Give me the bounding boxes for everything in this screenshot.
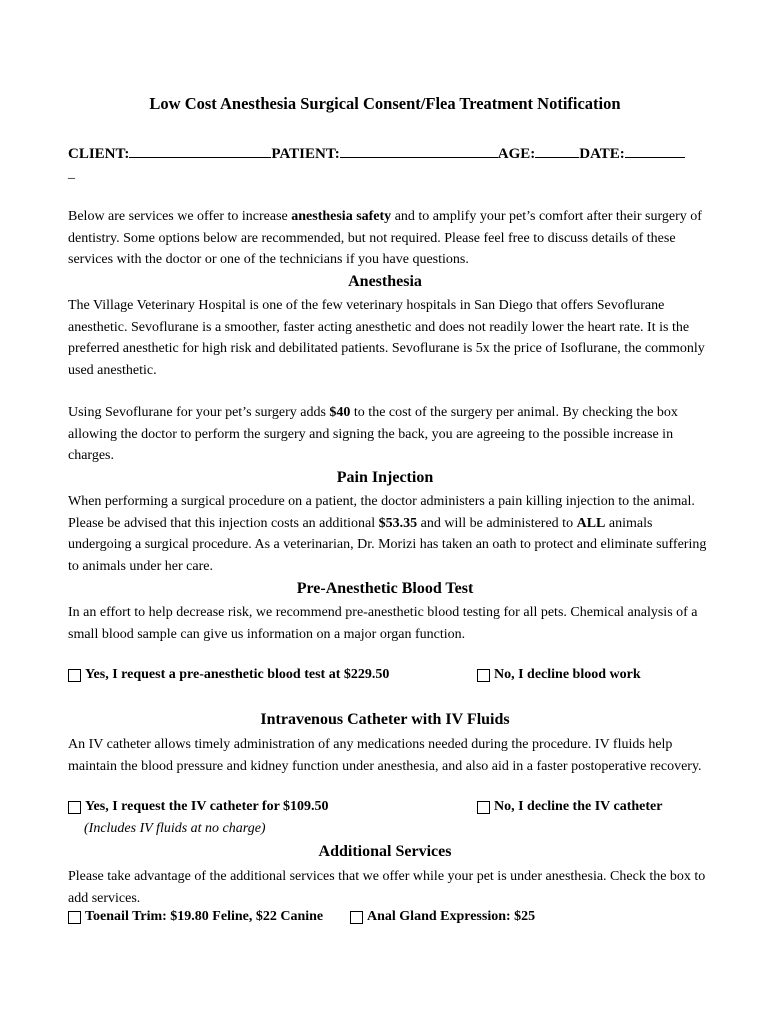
pain-text-end: animals undergoing a surgical procedure. As a veterinarian, Dr. Morizi has taken an oath to protect and eliminate suffering to animals under her care. [68,515,707,574]
sevoflurane-price: $40 [329,405,351,420]
iv-no-label: No, I decline the IV catheter [494,799,663,814]
age-label: AGE: [497,146,536,162]
checkbox-icon[interactable] [68,801,81,814]
additional-services-heading: Additional Services [318,843,452,860]
patient-field[interactable] [340,143,498,158]
iv-includes-note: (Includes IV fluids at no charge) [84,821,266,836]
pain-injection-heading: Pain Injection [336,469,434,486]
blood-test-heading: Pre-Anesthetic Blood Test [296,580,474,597]
intro-paragraph [68,206,708,271]
form-title: Low Cost Anesthesia Surgical Consent/Flea Treatment Notification [149,94,621,113]
checkbox-icon[interactable] [350,911,363,924]
checkbox-icon[interactable] [68,911,81,924]
client-label: CLIENT: [68,146,130,162]
client-field[interactable] [129,143,271,158]
pain-text-middle: and will be administered to [417,515,577,531]
blood-test-paragraph: In an effort to help decrease risk, we recommend pre-anesthetic blood testing for all pets. Chemical analysis of a small blood sample can give us information on a major organ function. [68,605,698,642]
anesthesia-p2-start: Using Sevoflurane for your pet’s surgery adds [68,405,330,420]
intro-bold-text: anesthesia safety [291,209,392,224]
iv-yes-option[interactable] [68,799,329,815]
iv-catheter-paragraph: An IV catheter allows timely administration of any medications needed during the procedure. IV fluids help maintain the blood pressure and kidney function under anesthesia, and also aid in a faster postoperative recovery. [68,737,702,774]
anal-gland-label: Anal Gland Expression: $25 [367,909,536,924]
iv-catheter-heading: Intravenous Catheter with IV Fluids [260,711,510,728]
intro-text-start: Below are services we offer to increase [68,209,292,224]
toenail-trim-label: Toenail Trim: $19.80 Feline, $22 Canine [85,909,324,924]
blood-test-yes-label: Yes, I request a pre-anesthetic blood test at $229.50 [85,667,390,682]
date-label: DATE: [579,146,625,162]
anesthesia-p2-end: to the cost of the surgery per animal. By checking the box allowing the doctor to perform the surgery and signing the back, you are agreeing to the possible increase in charges. [68,405,678,464]
anal-gland-option[interactable] [350,909,535,925]
iv-no-option[interactable] [477,799,663,815]
anesthesia-paragraph-1: The Village Veterinary Hospital is one of the few veterinary hospitals in San Diego that offers Sevoflurane anesthetic. Sevoflurane is a smoother, faster acting anesthetic and does not readily lower the heart rate. It is the preferred anesthetic for high risk and debilitated patients. Sevoflurane is 5x the price of Isoflurane, the commonly used anesthetic. [68,298,705,378]
pain-all-emphasis: ALL [576,515,606,531]
checkbox-icon[interactable] [68,669,81,682]
checkbox-icon[interactable] [477,669,490,682]
iv-yes-label: Yes, I request the IV catheter for $109.50 [85,799,329,814]
client-info-fields [68,143,708,163]
pain-injection-paragraph [68,491,708,577]
blood-test-yes-option[interactable] [68,667,389,683]
patient-label: PATIENT: [271,146,340,162]
age-field[interactable] [535,143,579,158]
date-field[interactable] [625,143,685,158]
pain-injection-price: $53.35 [378,515,418,531]
anesthesia-paragraph-2 [68,402,708,467]
additional-services-paragraph: Please take advantage of the additional services that we offer while your pet is under anesthesia. Check the box to add services. [68,869,706,906]
intro-text-end: and to amplify your pet’s comfort after their surgery of dentistry. Some options below are recommended, but not required. Please feel free to discuss details of these services with the doctor or one of the technicians if you have questions. [68,209,702,268]
blood-test-no-label: No, I decline blood work [494,667,641,682]
checkbox-icon[interactable] [477,801,490,814]
anesthesia-heading: Anesthesia [348,273,422,290]
field-overflow-mark: _ [68,166,75,181]
pain-text-start: When performing a surgical procedure on a patient, the doctor administers a pain killing injection to the animal. Please be advised that this injection costs an additional [68,494,695,531]
blood-test-no-option[interactable] [477,667,641,683]
toenail-trim-option[interactable] [68,909,323,925]
